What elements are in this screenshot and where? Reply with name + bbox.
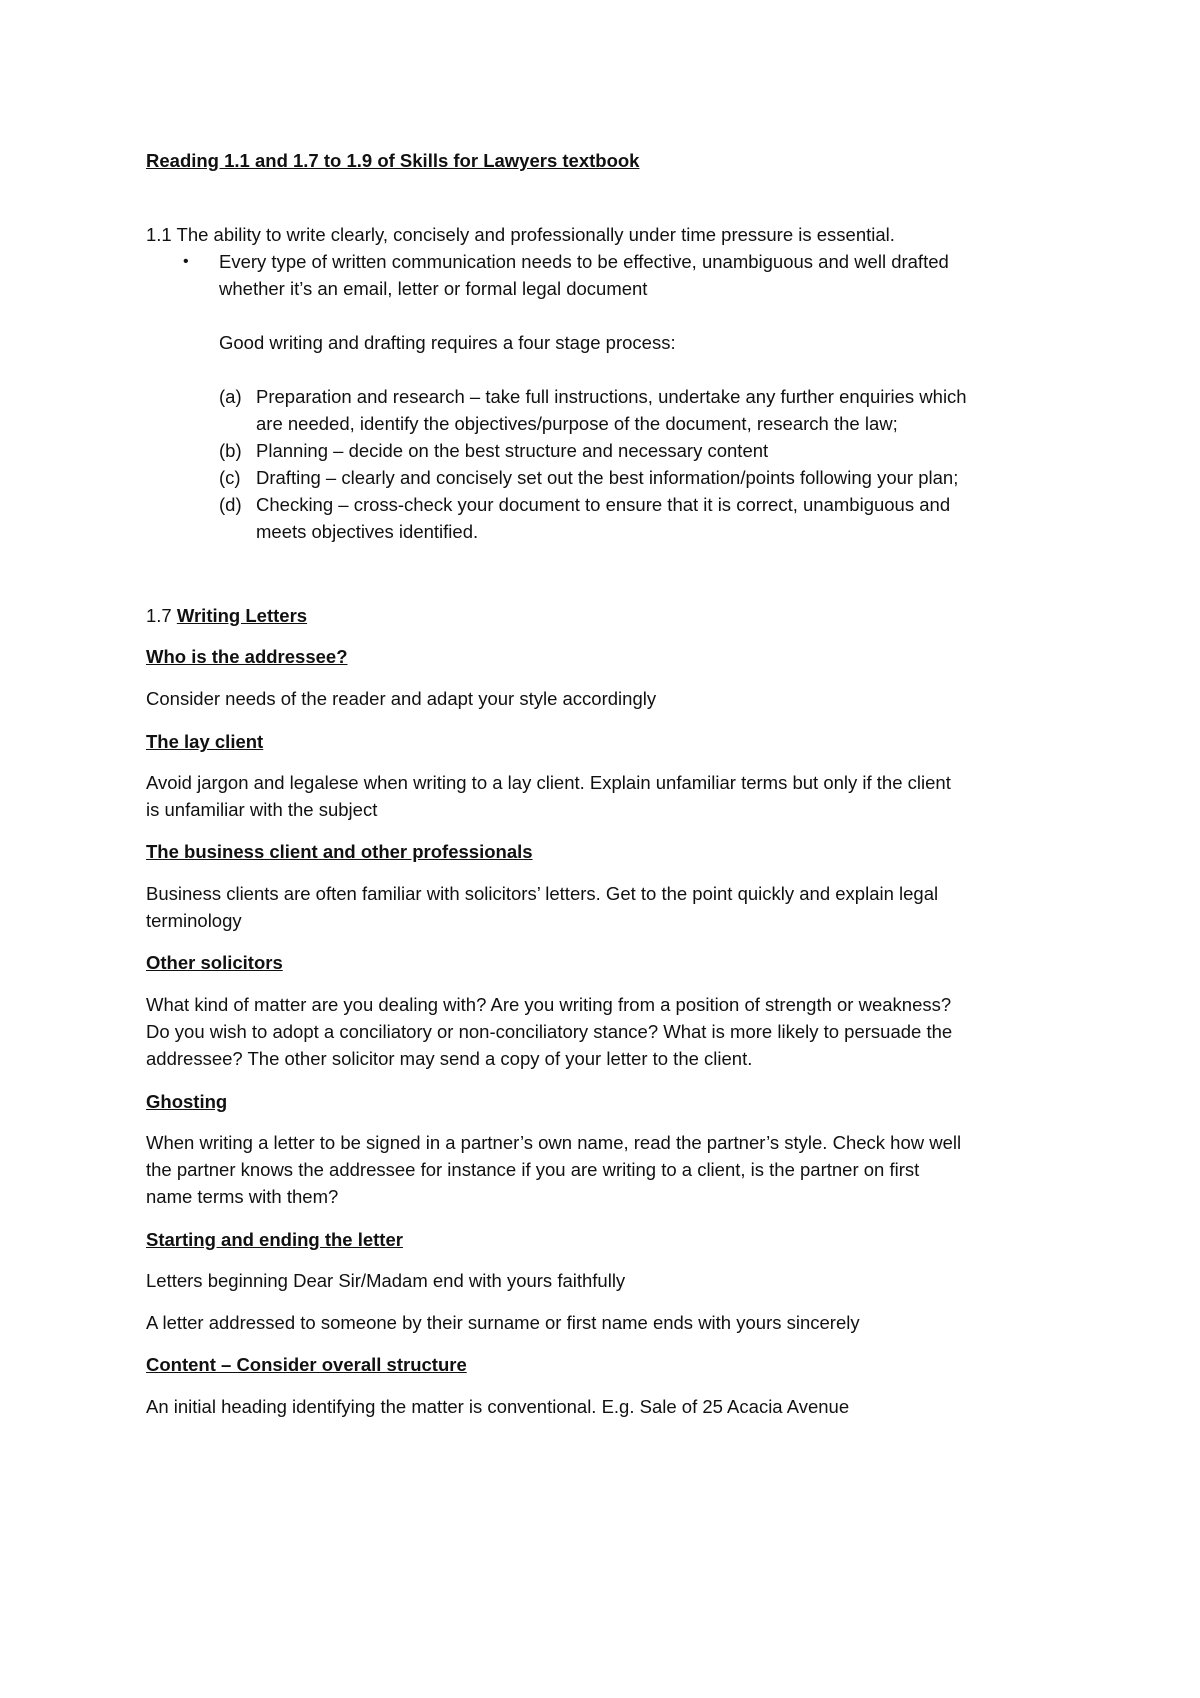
addressee-text: Consider needs of the reader and adapt your style accordingly: [146, 688, 657, 709]
list-item-a-line-2: are needed, identify the objectives/purpose of the document, research the law;: [256, 413, 898, 434]
other-solicitors-text-line-3: addressee? The other solicitor may send a copy of your letter to the client.: [146, 1048, 753, 1069]
addressee-heading: Who is the addressee?: [146, 646, 348, 667]
lay-client-heading: The lay client: [146, 731, 264, 752]
section-1-7-heading: [146, 601, 307, 630]
list-item-d-line-1: Checking – cross-check your document to ensure that it is correct, unambiguous and: [256, 494, 951, 515]
content-heading: Content – Consider overall structure: [146, 1354, 467, 1375]
other-solicitors-heading: Other solicitors: [146, 952, 283, 973]
document-title: Reading 1.1 and 1.7 to 1.9 of Skills for Lawyers textbook: [146, 150, 640, 171]
list-label-c: (c): [219, 467, 241, 488]
business-client-heading: The business client and other professionals: [146, 841, 533, 862]
ghosting-text-line-1: When writing a letter to be signed in a partner’s own name, read the partner’s style. Check how well: [146, 1132, 962, 1153]
section-1-1-intro: [146, 220, 895, 249]
list-item-d-line-2: meets objectives identified.: [256, 521, 479, 542]
ghosting-text-line-2: the partner knows the addressee for instance if you are writing to a client, is the partner on first: [146, 1159, 920, 1180]
starting-ending-text-2: A letter addressed to someone by their surname or first name ends with yours sincerely: [146, 1312, 860, 1333]
business-client-text-line-1: Business clients are often familiar with solicitors’ letters. Get to the point quickly and explain legal: [146, 883, 939, 904]
list-label-d: (d): [219, 494, 242, 515]
section-number: 1.7: [146, 605, 172, 626]
ghosting-text-line-3: name terms with them?: [146, 1186, 339, 1207]
list-item-a-line-1: Preparation and research – take full instructions, undertake any further enquiries which: [256, 386, 967, 407]
section-number: 1.1: [146, 224, 172, 245]
lay-client-text-line-1: Avoid jargon and legalese when writing to a lay client. Explain unfamiliar terms but only if the client: [146, 772, 951, 793]
business-client-text-line-2: terminology: [146, 910, 242, 931]
list-label-b: (b): [219, 440, 242, 461]
other-solicitors-text-line-2: Do you wish to adopt a conciliatory or non-conciliatory stance? What is more likely to persuade the: [146, 1021, 953, 1042]
other-solicitors-text-line-1: What kind of matter are you dealing with? Are you writing from a position of strength or weakness?: [146, 994, 952, 1015]
bullet-text-line-2: whether it’s an email, letter or formal legal document: [219, 278, 648, 299]
starting-ending-text-1: Letters beginning Dear Sir/Madam end with yours faithfully: [146, 1270, 626, 1291]
section-intro-text: The ability to write clearly, concisely and professionally under time pressure is essential.: [176, 224, 895, 245]
list-item-c-line-1: Drafting – clearly and concisely set out the best information/points following your plan;: [256, 467, 959, 488]
bullet-icon: •: [183, 253, 189, 270]
lay-client-text-line-2: is unfamiliar with the subject: [146, 799, 378, 820]
ghosting-heading: Ghosting: [146, 1091, 228, 1112]
section-heading: Writing Letters: [176, 605, 308, 626]
content-text: An initial heading identifying the matter is conventional. E.g. Sale of 25 Acacia Avenue: [146, 1396, 850, 1417]
list-label-a: (a): [219, 386, 242, 407]
bullet-text-line-1: Every type of written communication needs to be effective, unambiguous and well drafted: [219, 251, 949, 272]
process-intro: Good writing and drafting requires a four stage process:: [219, 332, 676, 353]
starting-ending-heading: Starting and ending the letter: [146, 1229, 403, 1250]
list-item-b-line-1: Planning – decide on the best structure and necessary content: [256, 440, 769, 461]
